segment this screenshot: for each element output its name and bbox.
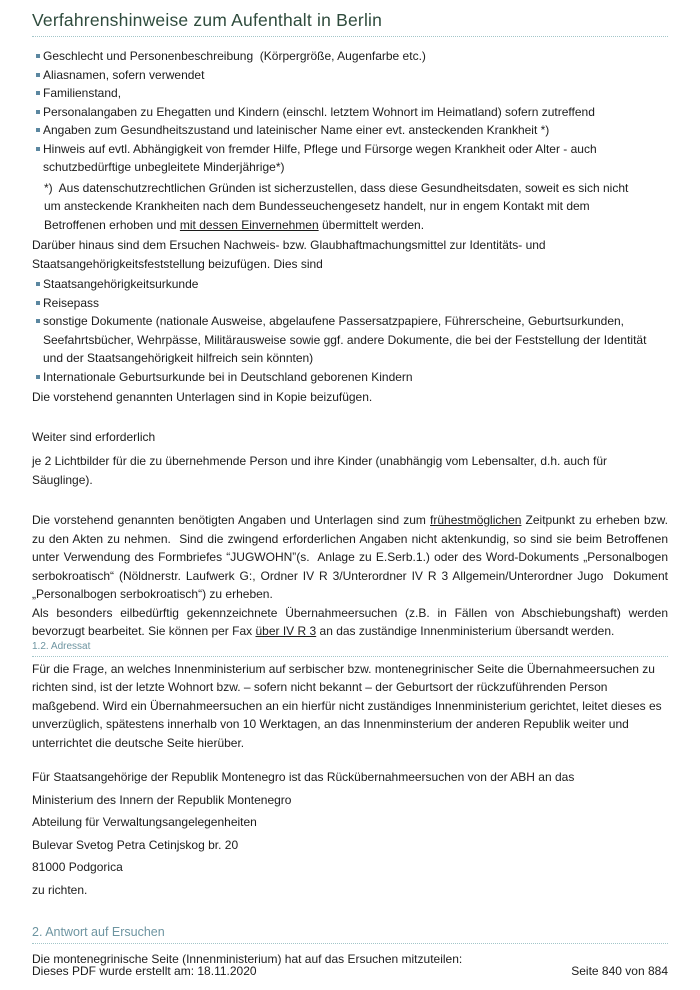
list-item: [36, 47, 668, 66]
address-line: [32, 813, 668, 832]
footer-created-date: Dieses PDF wurde erstellt am: 18.11.2020: [32, 964, 257, 978]
list-item: [36, 294, 668, 313]
paragraph-photos: [32, 452, 668, 489]
list-item: [36, 312, 668, 368]
list-item-text: Reisepass: [43, 295, 100, 310]
list-item: [36, 368, 668, 387]
paragraph-line: Staatsangehörigkeitsfeststellung beizufügen. Dies sind: [32, 256, 323, 271]
list-item: [36, 66, 668, 85]
list-item-text: Personalangaben zu Ehegatten und Kindern (einschl. letztem Wohnort im Heimatland) sofern zutreffend: [43, 104, 595, 119]
footnote-underlined-text: mit dessen Einvernehmen: [179, 217, 319, 232]
bullet-square-icon: [36, 110, 40, 114]
list-item-text: Aliasnamen, sofern verwendet: [43, 67, 205, 82]
bullet-square-icon: [36, 73, 40, 77]
list-item-text: Hinweis auf evtl. Abhängigkeit von fremder Hilfe, Pflege und Fürsorge wegen Krankheit oder Alter - auch schutzbedürftige unbegleitete Minderjährige*): [43, 141, 600, 174]
footnote-text: *) Aus datenschutzrechtlichen Gründen ist sicherzustellen, dass diese Gesundheitsdaten, soweit es sich nicht um ansteckende Krankheiten nach dem Bundesseuchengesetz handelt, nur in engem Kontakt mit dem Betroffenen erhoben und: [44, 180, 632, 232]
paragraph-text: Die vorstehend genannten benötigten Angaben und Unterlagen sind zum: [32, 513, 431, 527]
paragraph-adressat: [32, 660, 668, 753]
bullet-square-icon: [36, 147, 40, 151]
list-item: [36, 275, 668, 294]
footer-page-number: Seite 840 von 884: [571, 964, 668, 978]
bullet-square-icon: [36, 282, 40, 286]
bullet-square-icon: [36, 319, 40, 323]
paragraph-text: Die montenegrinische Seite (Innenministerium) hat auf das Ersuchen mitzuteilen:: [32, 952, 463, 966]
page-title: Verfahrenshinweise zum Aufenthalt in Berlin: [32, 10, 668, 37]
data-protection-footnote: [44, 179, 636, 235]
list-item-text: Familienstand,: [43, 86, 122, 100]
list-item-text: Geschlecht und Personenbeschreibung (Körpergröße, Augenfarbe etc.): [43, 49, 426, 63]
address-line: [32, 836, 668, 855]
paragraph-closing: [32, 881, 668, 900]
paragraph-attachments: [32, 236, 668, 273]
list-item: [36, 140, 668, 177]
list-item: [36, 121, 668, 140]
bullet-square-icon: [36, 91, 40, 95]
address-line: [32, 791, 668, 810]
page-footer: [32, 964, 668, 978]
paragraph-further-required: [32, 428, 668, 447]
list-item-text: Angaben zum Gesundheitszustand und lateinischer Name einer evt. ansteckenden Krankheit *): [43, 123, 550, 137]
address-text: Ministerium des Innern der Republik Montenegro: [32, 792, 292, 807]
paragraph-collection-procedure: [32, 511, 672, 641]
bullet-square-icon: [36, 128, 40, 132]
address-text: Bulevar Svetog Petra Cetinjskog br. 20: [32, 837, 239, 852]
address-text: 81000 Podgorica: [32, 860, 123, 874]
list-item-text: Staatsangehörigkeitsurkunde: [43, 277, 199, 291]
list-item: [36, 103, 668, 122]
paragraph-line: Darüber hinaus sind dem Ersuchen Nachweis- bzw. Glaubhaftmachungsmittel zur Identitäts- und: [32, 238, 546, 252]
personal-data-list: [32, 47, 668, 177]
paragraph-text: Für Staatsangehörige der Republik Montenegro ist das Rückübernahmeersuchen von der ABH an das: [32, 770, 575, 784]
section-heading-adressat: 1.2. Adressat: [32, 641, 668, 657]
paragraph-text: je 2 Lichtbilder für die zu übernehmende Person und ihre Kinder (unabhängig vom Lebensalter, d.h. auch für Säuglinge).: [32, 454, 611, 487]
bullet-square-icon: [36, 301, 40, 305]
paragraph-text: Zeitpunkt zu erheben bzw. zu den Akten zu nehmen. Sind die zwingend erforderlichen Angaben nicht aktenkundig, so sind sie beim Betroffenen unter Verwendung des Formbriefes “JUGWOHN”(s. Anlage zu E.Serb.1.) oder des Word-Dokuments „Personalbogen serbokroatisch“ (Nöldnerstr. Laufwerk G:, Ordner IV R 3/Unterordner IV R 3 Allgemein/Unterordner Jugo Dokument „Personalbogen serbokroatisch“) zu erheben.: [32, 513, 672, 601]
paragraph-copies: [32, 388, 668, 407]
paragraph-text: Die vorstehend genannten Unterlagen sind in Kopie beizufügen.: [32, 390, 373, 404]
underlined-text: frühestmöglichen: [430, 513, 522, 527]
identity-documents-list: [32, 275, 668, 386]
address-text: Abteilung für Verwaltungsangelegenheiten: [32, 815, 257, 829]
paragraph-montenegro-intro: [32, 768, 668, 787]
section-heading-antwort: 2. Antwort auf Ersuchen: [32, 925, 668, 944]
paragraph-text: Weiter sind erforderlich: [32, 429, 156, 444]
paragraph-text: an das zuständige Innenministerium übersandt werden.: [316, 624, 615, 638]
bullet-square-icon: [36, 375, 40, 379]
paragraph-text: zu richten.: [32, 882, 88, 897]
list-item-text: sonstige Dokumente (nationale Ausweise, abgelaufene Passersatzpapiere, Führerscheine, Geburtsurkunden, Seefahrtsbücher, Wehrpässe, Militärausweise sowie ggf. andere Dokumente, die bei der Feststellung der Identität und der Staatsangehörigkeit hilfreich sein könnten): [43, 314, 650, 365]
footnote-text: übermittelt werden.: [318, 217, 425, 232]
underlined-text: über IV R 3: [255, 624, 317, 638]
paragraph-text: Für die Frage, an welches Innenministerium auf serbischer bzw. montenegrinischer Seite die Übernahmeersuchen zu richten sind, ist der letzte Wohnort bzw. – sofern nicht bekannt – der Geburtsort der rückzuführenden Person maßgebend. Wird ein Übernahmeersuchen an ein hierfür nicht zuständiges Innenministerium gerichtet, leitet dieses es unverzüglich, spätestens innerhalb von 10 Werktagen, an das Innenminsterium der anderen Republik weiter und unterrichtet die deutsche Seite hierüber.: [32, 661, 666, 750]
list-item-text: Internationale Geburtsurkunde bei in Deutschland geborenen Kindern: [43, 369, 413, 384]
paragraph-text: Als besonders eilbedürftig gekennzeichnete Übernahmeersuchen (z.B. in Fällen von Abschiebungshaft) werden bevorzugt bearbeitet. Sie können per Fax: [32, 605, 672, 638]
address-line: [32, 858, 668, 877]
list-item: [36, 84, 668, 103]
bullet-square-icon: [36, 54, 40, 58]
